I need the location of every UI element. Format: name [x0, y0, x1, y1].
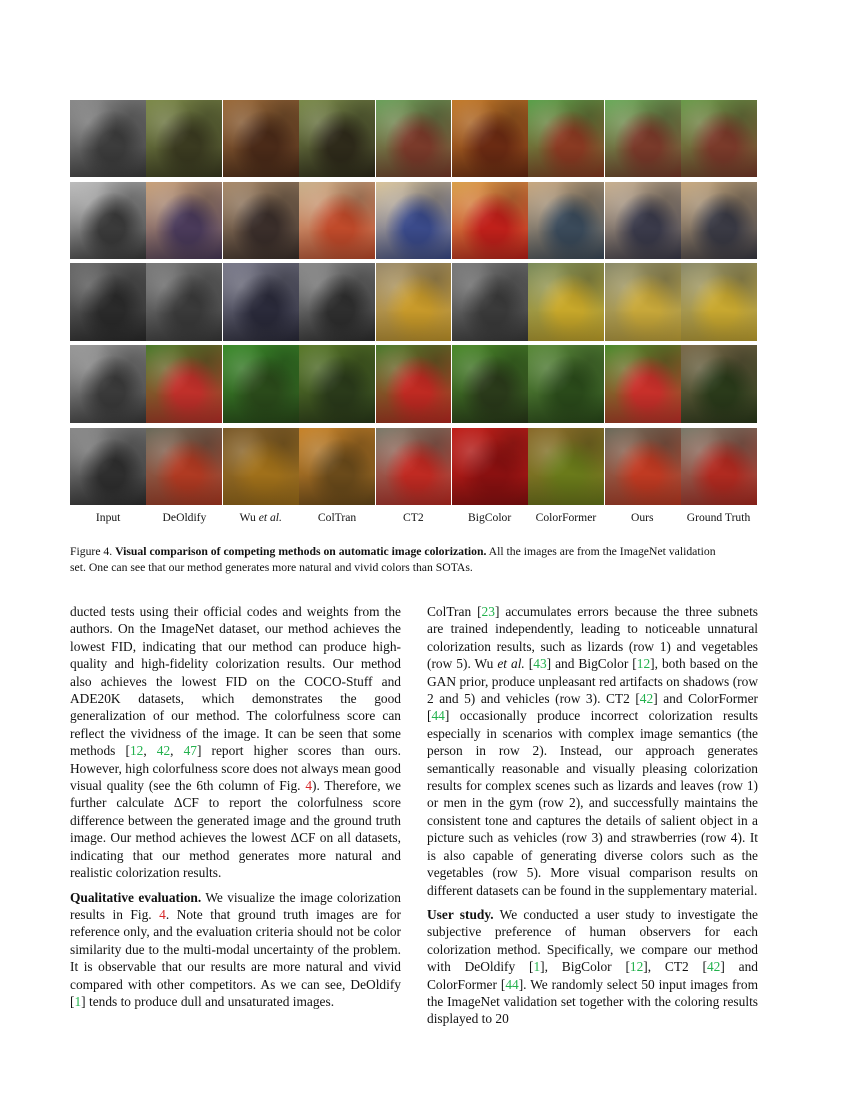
text-run: ] and ColorFormer [ [427, 691, 758, 724]
image-texture [70, 345, 146, 423]
image-texture [605, 345, 681, 423]
citation-link[interactable]: 44 [431, 708, 445, 724]
result-image [146, 263, 222, 341]
etal-italic: et al. [497, 656, 525, 672]
result-image [223, 263, 299, 341]
text-run: ], both based on the GAN prior, produce unpleasant red artifacts on shadows (row 2 and 5) and vehicles (row 3). CT2 [ [427, 656, 758, 707]
text-run: . Note that ground truth images are for reference only, and the evaluation criteria should not be color similarity due to the multi-modal uncertainty of the problem. It is observable that our results are more natural and vivid compared with other competitors. As we can see, DeOldify [ [70, 906, 401, 1009]
result-image [681, 428, 757, 505]
citation-link[interactable]: 12 [129, 743, 144, 759]
result-image [70, 100, 146, 177]
paragraph-user-study [427, 906, 758, 1028]
image-texture [452, 345, 528, 423]
figure-column-labels [70, 511, 757, 525]
result-image [299, 182, 375, 259]
image-texture [299, 263, 375, 341]
result-image [223, 182, 299, 259]
text-run: ] tends to produce dull and unsaturated images. [81, 993, 335, 1009]
image-texture [605, 428, 681, 505]
result-image [528, 345, 604, 423]
result-image [299, 428, 375, 505]
image-texture [146, 428, 222, 505]
image-row [70, 263, 757, 341]
result-image [605, 428, 681, 505]
image-texture [70, 100, 146, 177]
citation-link[interactable]: 23 [481, 604, 495, 619]
image-texture [376, 263, 452, 341]
result-image [528, 100, 604, 177]
column-label: BigColor [468, 511, 512, 524]
text-run: ] report higher scores than ours. However, high colorfulness score does not always mean good visual quality (see the 6th column of Fig. [70, 743, 401, 794]
column-label: Input [95, 511, 121, 524]
citation-link[interactable]: 43 [533, 656, 547, 672]
result-image [452, 100, 528, 177]
figure-ref-link[interactable]: 4 [159, 906, 166, 922]
result-image [146, 100, 222, 177]
column-label: CT2 [403, 511, 424, 524]
result-image [223, 345, 299, 423]
image-texture [681, 100, 757, 177]
image-texture [376, 345, 452, 423]
image-texture [452, 182, 528, 259]
text-run: We visualize the image colorization results in Fig. [70, 889, 401, 922]
text-run: ], BigColor [ [540, 959, 630, 975]
image-texture [376, 428, 452, 505]
result-image [376, 100, 452, 177]
result-image [605, 345, 681, 423]
result-image [528, 182, 604, 259]
image-texture [146, 100, 222, 177]
text-run: ducted tests using their official codes and weights from the authors. On the ImageNet dataset, our method achieves the lowest FID, indicating that our method can produce high-quality and high-fidelity colorization results. Our method also achieves the lowest FID on the COCO-Stuff and ADE20K datasets, which demonstrates the good generalization of our method. The colorfulness score can reflect the vividness of the image. It can be seen that some methods [ [70, 604, 401, 759]
result-image [299, 100, 375, 177]
result-image [70, 428, 146, 505]
figure-4-image-grid [70, 100, 757, 505]
figure-caption [70, 544, 760, 576]
result-image [376, 182, 452, 259]
image-texture [223, 263, 299, 341]
image-texture [299, 100, 375, 177]
image-texture [452, 428, 528, 505]
result-image [681, 345, 757, 423]
result-image [528, 428, 604, 505]
image-texture [146, 263, 222, 341]
citation-link[interactable]: 1 [533, 959, 541, 975]
result-image [376, 428, 452, 505]
citation-link[interactable]: 12 [636, 656, 651, 672]
image-texture [681, 345, 757, 423]
result-image [605, 182, 681, 259]
image-texture [681, 263, 757, 341]
column-label: ColorFormer [535, 511, 597, 524]
citation-link[interactable]: 42 [706, 959, 721, 975]
image-texture [146, 182, 222, 259]
paragraph-results-analysis: ducted tests using their official codes and weights from the authors. On the ImageNet dataset, our method achieves the lowest FID, indicating that our method can produce high-quality and high-fidelity colorization results. Our method also achieves the lowest FID on the COCO-Stuff and ADE20K datasets, which demonstrates the good generalization of our method. The colorfulness score can reflect the vividness of the image. It can be seen that some methods [12, 42, 47] report higher scores than ours. However, high colorfulness score does not always mean good visual quality (see the 6th column of Fig. 4). Therefore, we further calculate ΔCF to report the colorfulness score difference between the generated image and the ground truth image. Our method achieves the lowest ΔCF on all datasets, indicating that our method generates more natural and realistic colorization results. [70, 604, 402, 881]
column-label: DeOldify [162, 511, 207, 524]
result-image [70, 345, 146, 423]
text-run: We conducted a user study to investigate the subjective preference of human observers for each colorization method. Specifically, we compare our method with DeOldify [ [427, 906, 758, 975]
result-image [452, 182, 528, 259]
result-image [452, 345, 528, 423]
image-texture [605, 263, 681, 341]
text-run: ColTran [ [427, 604, 482, 619]
image-texture [605, 100, 681, 177]
image-texture [70, 428, 146, 505]
citation-link[interactable]: 44 [505, 976, 519, 992]
caption-label: Figure 4. [70, 545, 113, 558]
result-image [452, 263, 528, 341]
image-texture [452, 263, 528, 341]
image-texture [681, 428, 757, 505]
column-label: Ground Truth [686, 511, 751, 524]
result-image [681, 182, 757, 259]
result-image [681, 100, 757, 177]
left-text-column [70, 603, 401, 1010]
image-texture [223, 182, 299, 259]
result-image [146, 345, 222, 423]
text-run: ). Therefore, we further calculate ΔCF to report the colorfulness score difference between the generated image and the ground truth image. Our method achieves the lowest ΔCF on all datasets, indicating that our method generates more natural and realistic colorization results. [70, 778, 402, 881]
caption-text-2: set. One can see that our method generates more natural and vivid colors than SOTAs. [70, 561, 473, 574]
citation-link[interactable]: 47 [183, 743, 197, 759]
paragraph-qualitative-evaluation [70, 889, 401, 1011]
image-texture [223, 100, 299, 177]
right-text-column [427, 603, 758, 1028]
citation-link[interactable]: 42 [639, 691, 654, 707]
result-image [681, 263, 757, 341]
citation-link[interactable]: 42 [156, 743, 171, 759]
image-texture [299, 182, 375, 259]
image-row [70, 428, 757, 505]
text-run: ], CT2 [ [643, 959, 707, 975]
image-row [70, 100, 757, 177]
text-run: ] and BigColor [ [546, 656, 637, 672]
result-image [146, 182, 222, 259]
image-texture [299, 345, 375, 423]
paragraph-method-comparison [427, 603, 758, 899]
image-texture [605, 182, 681, 259]
image-texture [70, 263, 146, 341]
image-texture [528, 345, 604, 423]
column-label: Wu et al. [239, 511, 282, 524]
image-texture [452, 100, 528, 177]
caption-title: Visual comparison of competing methods on automatic image colorization. [115, 545, 487, 558]
result-image [528, 263, 604, 341]
image-texture [528, 182, 604, 259]
text-run: [ [524, 656, 534, 672]
image-texture [681, 182, 757, 259]
image-texture [376, 100, 452, 177]
result-image [223, 100, 299, 177]
image-texture [528, 100, 604, 177]
image-texture [70, 182, 146, 259]
image-texture [528, 428, 604, 505]
text-run: ] occasionally produce incorrect colorization results especially in scenarios with complex image semantics (the person in row 2). Instead, our approach generates semantically reasonable and visually pleasing colorization results for complex scenes such as lizards and leaves (row 1) or men in the gym (row 2), and successfully maintains the consistent tone and captures the details of salient object in a picture such as vehicles (row 3) and strawberries (row 4). It is also capable of generating diverse colors such as the vegetables (row 5). More visual comparison results on different datasets can be found in the supplementary material. [427, 708, 758, 898]
image-row [70, 182, 757, 259]
result-image [146, 428, 222, 505]
result-image [376, 345, 452, 423]
text-run: ] and ColorFormer [ [427, 959, 758, 992]
caption-text-1: All the images are from the ImageNet validation [486, 545, 716, 558]
result-image [70, 182, 146, 259]
result-image [376, 263, 452, 341]
result-image [605, 263, 681, 341]
image-texture [223, 345, 299, 423]
section-heading-qualitative: Qualitative evaluation. [70, 889, 202, 905]
image-texture [299, 428, 375, 505]
figure-ref-link[interactable]: 4 [305, 778, 313, 794]
image-texture [376, 182, 452, 259]
citation-link[interactable]: 1 [74, 993, 82, 1009]
result-image [223, 428, 299, 505]
image-row [70, 345, 757, 423]
citation-link[interactable]: 12 [629, 959, 644, 975]
column-label: ColTran [317, 511, 357, 524]
text-run: ] accumulates errors because the three subnets are trained independently, leading to noticeable unnatural colorization results, such as lizards (row 1) and vegetables (row 5). Wu [427, 604, 758, 672]
result-image [299, 263, 375, 341]
column-label: Ours [630, 511, 654, 524]
section-heading-user-study: User study. [427, 906, 494, 922]
result-image [452, 428, 528, 505]
text-run: ]. We randomly select 50 input images from the ImageNet validation set together with the coloring results displayed to 20 [427, 976, 759, 1027]
result-image [605, 100, 681, 177]
result-image [299, 345, 375, 423]
image-texture [146, 345, 222, 423]
image-texture [528, 263, 604, 341]
result-image [70, 263, 146, 341]
image-texture [223, 428, 299, 505]
